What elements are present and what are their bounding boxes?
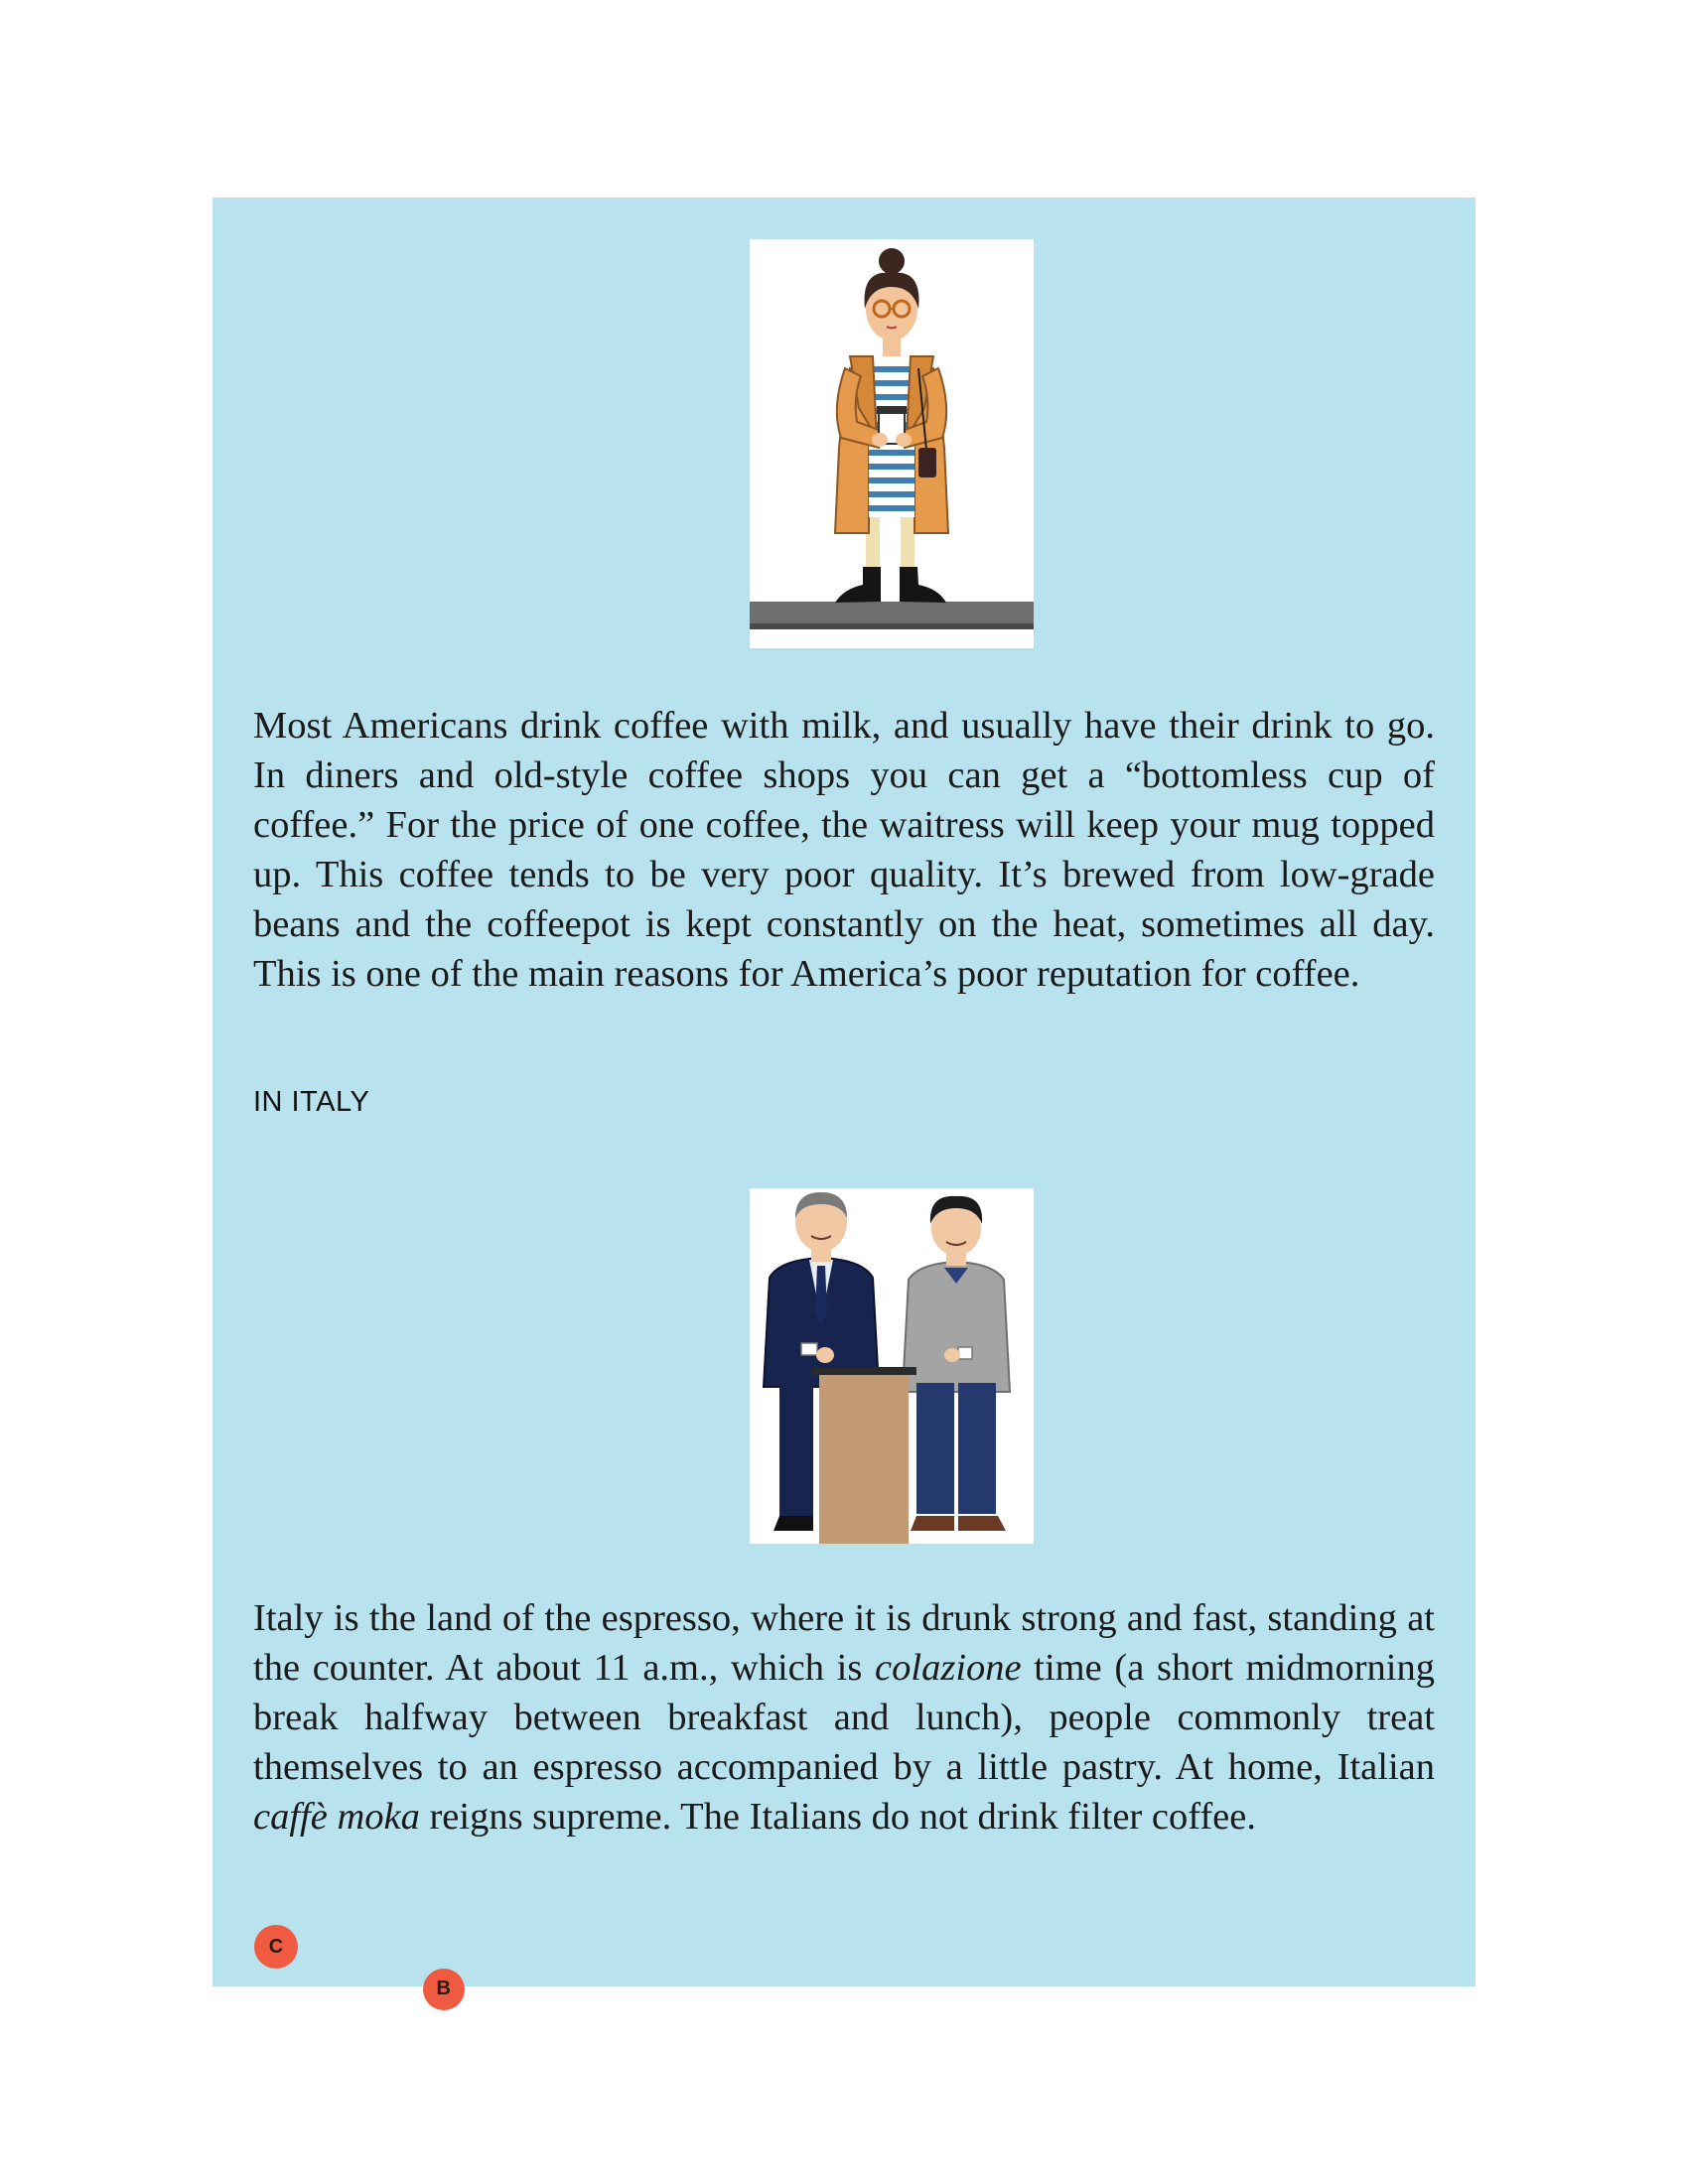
content-panel <box>212 198 1476 1999</box>
woman-with-coffee-svg <box>750 239 1034 648</box>
american-coffee-drinker-illustration <box>750 239 1034 648</box>
italy-text-part-3: reigns supreme. The Italians do not drink filter coffee. <box>419 1796 1256 1838</box>
section-b-badge: B <box>423 1969 465 2010</box>
caffe-moka-term: caffè moka <box>253 1796 420 1838</box>
italian-coffee-paragraph <box>253 1593 1435 1842</box>
italian-coffee-drinkers-illustration <box>750 1188 1034 1544</box>
section-c-badge: C <box>254 1925 298 1969</box>
italy-text-part-2: time (a short midmorning break halfway between breakfast and lunch), people commonly treat themselves to an espresso accompanied by a little pastry. At home, Italian <box>253 1647 1436 1788</box>
colazione-term: colazione <box>875 1647 1022 1689</box>
italy-text-part-1: Italy is the land of the espresso, where it is drunk strong and fast, standing at the counter. At about 11 a.m., which is <box>253 1597 1435 1689</box>
men-at-counter-svg <box>750 1188 1034 1544</box>
section-heading-label: IN ITALY <box>253 1086 370 1118</box>
american-coffee-paragraph: Most Americans drink coffee with milk, and usually have their drink to go. In diners and old-style coffee shops you can get a “bottomless cup of coffee.” For the price of one coffee, the waitress will keep your mug topped up. This coffee tends to be very poor quality. It’s brewed from low-grade beans and the coffeepot is kept constantly on the heat, sometimes all day. This is one of the main reasons for America’s poor reputation for coffee. <box>253 705 1435 995</box>
